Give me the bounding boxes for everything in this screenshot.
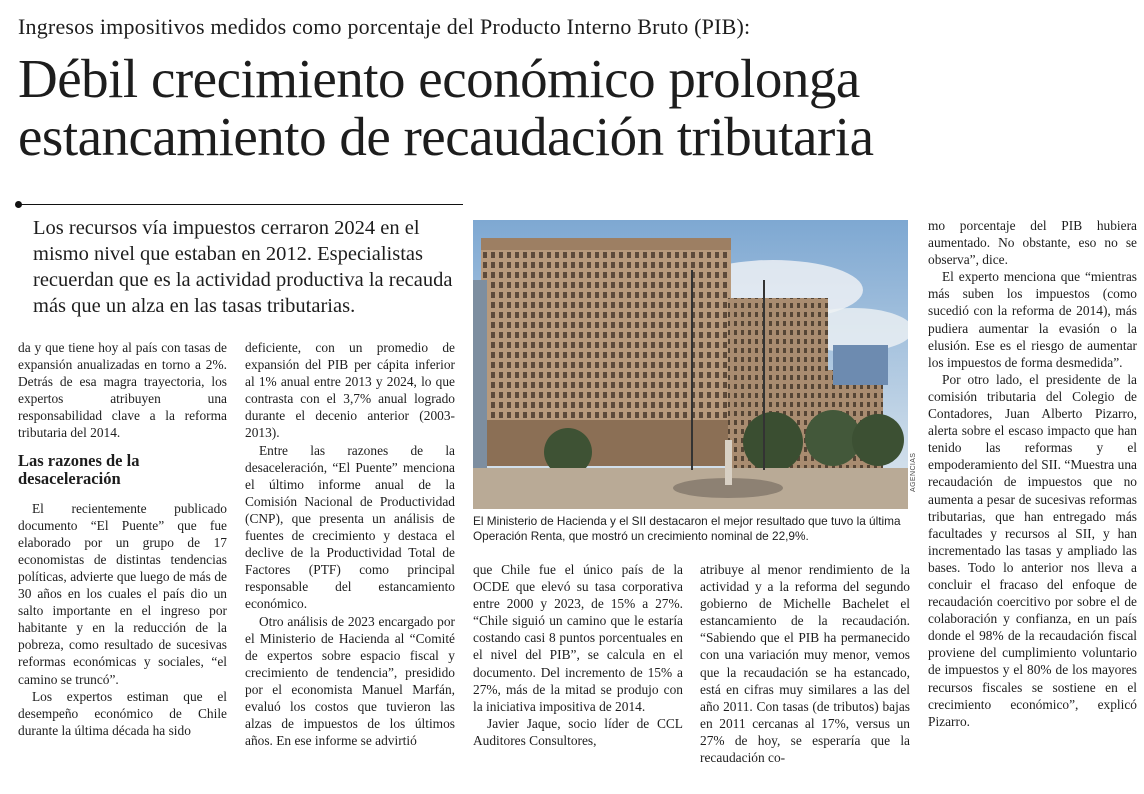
- col5-paragraph: mo porcentaje del PIB hubiera aumentado. No obstante, eso no se observa”, dice.: [928, 218, 1137, 268]
- lead-paragraph: Los recursos vía impuestos cerraron 2024 en el mismo nivel que estaban en 2012. Especialistas recuerdan que es la actividad productiva la recauda más que un alza en las tasas tributarias.: [33, 217, 453, 317]
- headline-line-2: estancamiento de recaudación tributaria: [18, 106, 874, 167]
- column-3: [473, 561, 683, 749]
- headline: [18, 50, 1128, 166]
- kicker: Ingresos impositivos medidos como porcentaje del Producto Interno Bruto (PIB):: [18, 14, 751, 39]
- col4-paragraph: atribuye al menor rendimiento de la actividad y a la reforma del segundo gobierno de Michelle Bachelet el estancamiento de la recaudación. “Sabiendo que el PIB ha permanecido con una variación muy menor, vemos que la recaudación se ha estancado, está en cifras muy similares a las del año 2011. Con tasas (de tributos) bajas en 2011 cercanas al 17%, versus un 27% de hoy, se esperaría que la recaudación co-: [700, 562, 910, 766]
- col5-paragraph: El experto menciona que “mientras más suben los impuestos (como sucedió con la reforma de 2014), más pudiera aumentar la evasión o la elusión. Ese es el riesgo de aumentar los impuestos de forma desmedida”.: [928, 269, 1137, 370]
- photo-ministerio-hacienda: [473, 220, 908, 509]
- column-2: [245, 339, 455, 749]
- col3-paragraph: que Chile fue el único país de la OCDE que elevó su tasa corporativa entre 2000 y 2023, de 15% a 27%. “Chile siguió un camino que le estaría costando casi 8 puntos porcentuales en el nivel del PIB”, se calcula en el documento. Del incremento de 15% a 27%, más de la mitad se produjo con la iniciativa impositiva de 2014.: [473, 562, 683, 714]
- col2-paragraph: deficiente, con un promedio de expansión del PIB per cápita inferior al 1% anual entre 2013 y 2024, lo que contrasta con el 3,7% anual logrado durante el decenio anterior (2003-2013).: [245, 340, 455, 441]
- col1-paragraph: El recientemente publicado documento “El Puente” que fue elaborado por un grupo de 17 economistas de distintas tendencias políticas, advierte que luego de más de 30 años en los cuales el país dio un salto importante en el ingreso por habitante y en la reducción de la pobreza, como resultado de sucesivas reformas económicas y sociales, “el camino se truncó”.: [18, 500, 227, 687]
- col2-paragraph: Otro análisis de 2023 encargado por el Ministerio de Hacienda al “Comité de expertos sobre espacio fiscal y crecimiento de tendencia”, presidido por el economista Manuel Marfán, evaluó los costos que tuvieron las alzas de impuestos de los últimos años. En ese informe se advirtió: [245, 613, 455, 749]
- col3-paragraph: Javier Jaque, socio líder de CCL Auditores Consultores,: [473, 715, 683, 748]
- col1-paragraph: da y que tiene hoy al país con tasas de expansión anualizadas en torno a 2%. Detrás de esa magra trayectoria, los expertos atribuyen una responsabilidad clave a la reforma tributaria del 2014.: [18, 340, 227, 441]
- subheading: Las razones de la desaceleración: [18, 450, 140, 488]
- col1-paragraph: Los expertos estiman que el desempeño económico de Chile durante la última década ha sido: [18, 688, 227, 738]
- lead-bullet: [15, 201, 22, 208]
- photo-caption: El Ministerio de Hacienda y el SII destacaron el mejor resultado que tuvo la última Operación Renta, que mostró un crecimiento nominal de 22,9%.: [473, 514, 901, 543]
- headline-line-1: Débil crecimiento económico prolonga: [18, 48, 860, 109]
- column-1: [18, 339, 227, 739]
- lead-divider: [18, 204, 463, 205]
- column-4: [700, 561, 910, 766]
- photo-credit: AGENCIAS: [910, 452, 917, 492]
- column-5: [928, 217, 1137, 730]
- col5-paragraph: Por otro lado, el presidente de la comisión tributaria del Colegio de Contadores, Juan Alberto Pizarro, alerta sobre el escaso impacto que han tenido las reformas y el empoderamiento del SII. “Muestra una recaudación de impuestos que no aumenta a pesar de sucesivas reformas tributarias, que han entregado más facultades y recursos al SII, y han incrementado las tasas y ampliado las bases. Todo lo anterior nos lleva a concluir el fracaso del enfoque de recaudación coercitivo por sobre el de colaboración y confianza, en un país donde el 98% de la recaudación fiscal proviene del cumplimiento voluntario de impuestos y el 80% de los mayores recursos fiscales se sostiene en el crecimiento económico”, explicó Pizarro.: [928, 371, 1137, 729]
- col2-paragraph: Entre las razones de la desaceleración, “El Puente” menciona el último informe anual de la Comisión Nacional de Productividad (CNP), que presenta un análisis de fuentes de crecimiento y destaca el declive de la Productividad Total de Factores (PTF) como principal responsable del estancamiento económico.: [245, 442, 455, 612]
- building-photo: [473, 220, 908, 509]
